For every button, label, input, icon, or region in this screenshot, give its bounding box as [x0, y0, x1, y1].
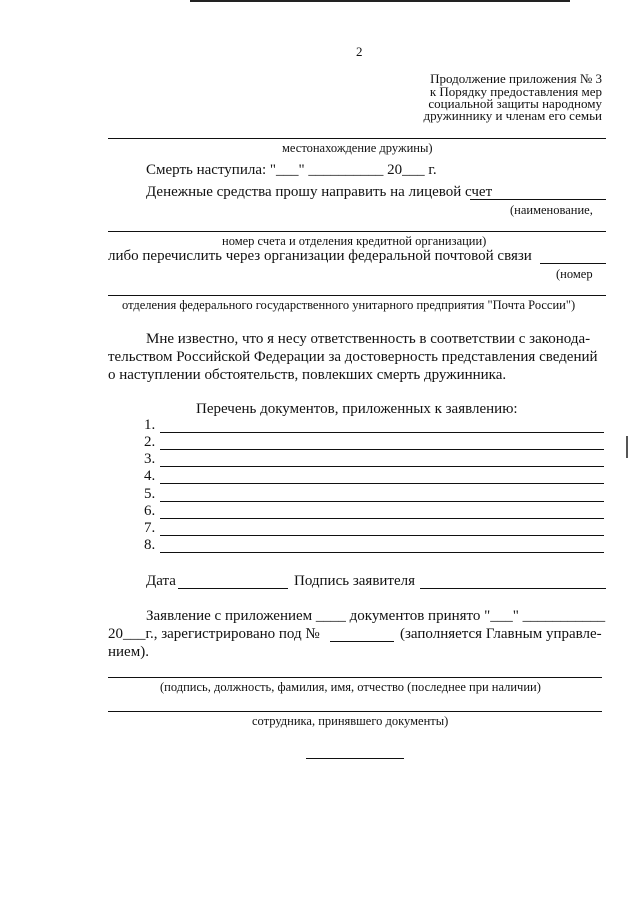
location-caption: местонахождение дружины) — [282, 141, 433, 155]
document-item-line — [160, 449, 604, 450]
closing-rule — [306, 758, 404, 759]
documents-title: Перечень документов, приложенных к заявлению: — [196, 401, 518, 417]
caption-account: номер счета и отделения кредитной организации) — [222, 234, 487, 248]
document-item-line — [160, 535, 604, 536]
document-item-number: 1. — [144, 417, 156, 433]
document-item-line — [160, 483, 604, 484]
postal-text: либо перечислить через организации федеральной почтовой связи — [108, 248, 532, 264]
death-date-label: Смерть наступила: "___" __________ 20___ г. — [146, 162, 437, 178]
account-line — [108, 231, 606, 232]
document-item-line — [160, 466, 604, 467]
scan-margin-mark — [626, 436, 628, 458]
document-item-line — [160, 518, 604, 519]
header-line-4: дружиннику и членам его семьи — [423, 108, 602, 123]
date-label: Дата — [146, 573, 176, 589]
header-line-1: Продолжение приложения № 3 — [430, 71, 602, 86]
caption-post: отделения федерального государственного унитарного предприятия "Почта России") — [122, 298, 576, 312]
header-line-2: к Порядку предоставления мер — [429, 84, 602, 99]
document-item-line — [160, 432, 604, 433]
document-item-number: 6. — [144, 503, 156, 519]
post-office-line — [108, 295, 606, 296]
acceptance-line-2a: 20___г., зарегистрировано под № — [108, 626, 320, 642]
acceptance-line-1: Заявление с приложением ____ документов принято "___" ___________ — [146, 608, 606, 624]
acceptance-line-3: нием). — [108, 644, 149, 660]
document-item-number: 2. — [144, 434, 156, 450]
document-item-line — [160, 501, 604, 502]
location-line — [108, 138, 606, 139]
document-item-number: 3. — [144, 451, 156, 467]
official-caption-2: сотрудника, принявшего документы) — [252, 714, 449, 728]
funds-account-line — [470, 199, 606, 200]
scan-edge-mark — [190, 0, 570, 2]
caption-name: (наименование, — [510, 203, 593, 217]
official-name-line — [108, 711, 602, 712]
document-item-number: 4. — [144, 468, 156, 484]
page-number: 2 — [356, 44, 363, 59]
document-item-number: 8. — [144, 537, 156, 553]
responsibility-line-2: тельством Российской Федерации за достоверность представления сведений — [108, 349, 598, 365]
document-item-line — [160, 552, 604, 553]
signature-line — [420, 588, 606, 589]
header-line-3: социальной защиты народному — [428, 96, 602, 111]
signature-label: Подпись заявителя — [294, 573, 416, 589]
registration-number-line — [330, 641, 394, 642]
funds-text: Денежные средства прошу направить на лицевой счет — [146, 184, 493, 200]
responsibility-line-3: о наступлении обстоятельств, повлекших смерть дружинника. — [108, 367, 507, 383]
official-signature-line — [108, 677, 602, 678]
postal-number-line — [540, 263, 606, 264]
responsibility-line-1: Мне известно, что я несу ответственность в соответствии с законода- — [146, 331, 591, 347]
caption-number: (номер — [556, 267, 593, 281]
document-item-number: 7. — [144, 520, 156, 536]
acceptance-line-2b: (заполняется Главным управле- — [400, 626, 602, 642]
document-item-number: 5. — [144, 486, 156, 502]
official-caption-1: (подпись, должность, фамилия, имя, отчество (последнее при наличии) — [160, 680, 541, 694]
date-line — [178, 588, 288, 589]
